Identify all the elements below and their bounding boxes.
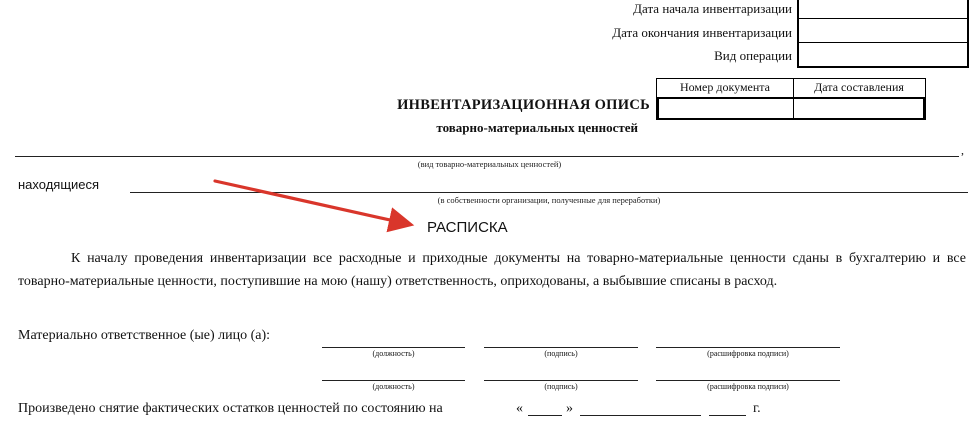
located-label: находящиеся [18,177,100,192]
decoding-line-2[interactable] [656,380,840,381]
year-field[interactable] [709,415,746,416]
signature-caption-1: (подпись) [544,349,578,358]
end-date-label: Дата окончания инвентаризации [612,25,792,40]
doc-number-header: Номер документа [679,80,771,94]
position-line-2[interactable] [322,380,465,381]
position-line-1[interactable] [322,347,465,348]
decoding-caption-1: (расшифровка подписи) [707,349,789,358]
month-field[interactable] [580,415,701,416]
form-subtitle: товарно-материальных ценностей [436,120,638,135]
signature-line-2[interactable] [484,380,638,381]
receipt-paragraph: К началу проведения инвентаризации все расходные и приходные документы на товарно-материальные ценности сданы в бухгалтерию и все товарно-материальные ценности, поступившие на мою (нашу) ответственность, оприходованы, а выбывшие списаны в расход. [18,251,966,289]
responsible-label: Материально ответственное (ые) лицо (а): [18,328,271,343]
operation-type-label: Вид операции [714,48,792,63]
close-quote: » [566,401,573,416]
located-caption: (в собственности организации, полученные для переработки) [437,195,661,205]
receipt-heading: РАСПИСКА [427,219,508,236]
form-title: ИНВЕНТАРИЗАЦИОННАЯ ОПИСЬ [397,97,650,113]
day-field[interactable] [528,415,562,416]
open-quote: « [516,401,523,416]
signature-caption-2: (подпись) [544,382,578,391]
doc-date-header: Дата составления [814,80,904,94]
valuables-kind-caption: (вид товарно-материальных ценностей) [417,159,562,169]
signature-line-1[interactable] [484,347,638,348]
year-suffix: г. [753,401,761,416]
decoding-caption-2: (расшифровка подписи) [707,382,789,391]
trailing-comma: , [961,143,964,157]
balance-text: Произведено снятие фактических остатков ценностей по состоянию на [18,401,443,416]
position-caption-1: (должность) [372,349,415,358]
start-date-label: Дата начала инвентаризации [633,1,792,16]
position-caption-2: (должность) [372,382,415,391]
decoding-line-1[interactable] [656,347,840,348]
